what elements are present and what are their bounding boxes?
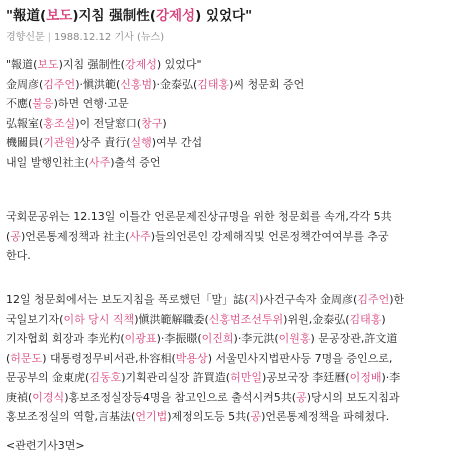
hangul-reading: 이경식 [32,390,65,404]
hangul-reading: 실행 [130,136,152,149]
hangul-reading: 기관원 [43,136,76,149]
hangul-reading: 이진희 [201,332,234,345]
paragraph-line: 국일보기자(이하 당시 직책)愼洪範解職委(신홍범조선투위)위원,金泰弘(김태홍) [6,312,386,326]
lead-line: 弘報室(홍조실)이 전달窓口(창구) [6,116,167,130]
paragraph-line: 한다. [6,249,31,262]
hangul-reading: 김태홍 [197,77,230,91]
source-name: 경향신문 [6,32,45,43]
body-paragraph [6,290,446,427]
hangul-reading: 공 [296,390,307,404]
body-paragraph [6,207,446,266]
lead-line: 金周彦(김주언)·愼洪範(신홍범)·金泰弘(김태홍)씨 청문회 증언 [6,77,305,91]
paragraph-line: (공)언론통제정책과 社主(사주)들의언론인 강제해직및 언론정책간여여부를 추궁 [6,229,389,243]
hangul-reading: 허만일 [230,371,262,384]
paragraph-line: 국회문공위는 12.13일 이틀간 언론문제진상규명을 위한 청문회를 속개,각각 5共 [6,210,392,223]
paragraph-line: (허문도) 대통령정무비서관,朴容相(박용상) 서울민사지법판사등 7명을 증인으로, [6,351,393,365]
hangul-reading: 창구 [141,116,163,130]
hangul-reading: 사주 [129,229,151,243]
hangul-reading: 보도 [46,8,73,24]
hangul-reading: 공 [250,410,262,423]
lead-line: 機關員(기관원)상주 責行(실행)여부 간섭 [6,136,203,149]
hangul-reading: 이하 당시 직책 [63,312,135,326]
article-meta [6,28,164,43]
related-article-link[interactable]: <관련기사3면> [6,439,85,452]
hangul-reading: 허문도 [10,351,43,365]
hangul-reading: 강제성 [124,58,157,71]
hangul-reading: 이정배 [349,371,382,384]
hangul-reading: 이광표 [124,332,157,345]
paragraph-line: 홍보조정실의 역할,言基法(언기법)제정의도등 5共(공)언론통제정책을 파헤쳤다. [6,410,390,423]
article-title: "報道(보도)지침 强制性(강제성) 있었다" [6,8,253,24]
hangul-reading: 박용상 [175,351,208,365]
hangul-reading: 신홍범 [120,77,153,91]
hangul-reading: 신홍범조선투위 [208,312,284,326]
lead-line: 내일 발행인社主(사주)출석 증언 [6,155,161,169]
lead-headlines [6,55,304,172]
hangul-reading: 보도 [37,58,59,71]
hangul-reading: 공 [10,229,21,243]
hangul-reading: 지 [248,293,260,306]
hangul-reading: 불응 [32,97,54,110]
hangul-reading: 김주언 [357,293,390,306]
paragraph-line: 문공부의 金東虎(김동호)기획관리실장 許買造(허만일)공보국장 李廷曆(이정배)·李 [6,371,401,384]
lead-line: 不應(불응)하면 연행·고문 [6,97,129,110]
article-category: 기사 (뉴스) [114,32,165,43]
hangul-reading: 김주언 [43,77,76,91]
lead-line: "報道(보도)지침 强制性(강제성) 있었다" [6,58,202,71]
hangul-reading: 강제성 [155,8,196,24]
hangul-reading: 김태홍 [349,312,382,326]
hangul-reading: 김동호 [89,371,122,384]
paragraph-line: 12일 청문회에서는 보도지침을 폭로했던「말」誌(지)사건구속자 金周彦(김주언)한 [6,293,405,306]
hangul-reading: 언기법 [135,410,168,423]
meta-divider: | [47,32,52,43]
hangul-reading: 사주 [88,155,111,169]
paragraph-line: 庚禎(이경식)홍보조정실장등4명을 참고인으로 출석시켜5共(공)당시의 보도지침과 [6,390,400,404]
hangul-reading: 홍조실 [43,116,76,130]
publish-date: 1988.12.12 [54,32,112,43]
hangul-reading: 이원홍 [278,332,311,345]
paragraph-line: 기자협회 회장과 李光杓(이광표)·李振暻(이진희)·李元洪(이원홍) 문공장관,許文道 [6,332,398,345]
